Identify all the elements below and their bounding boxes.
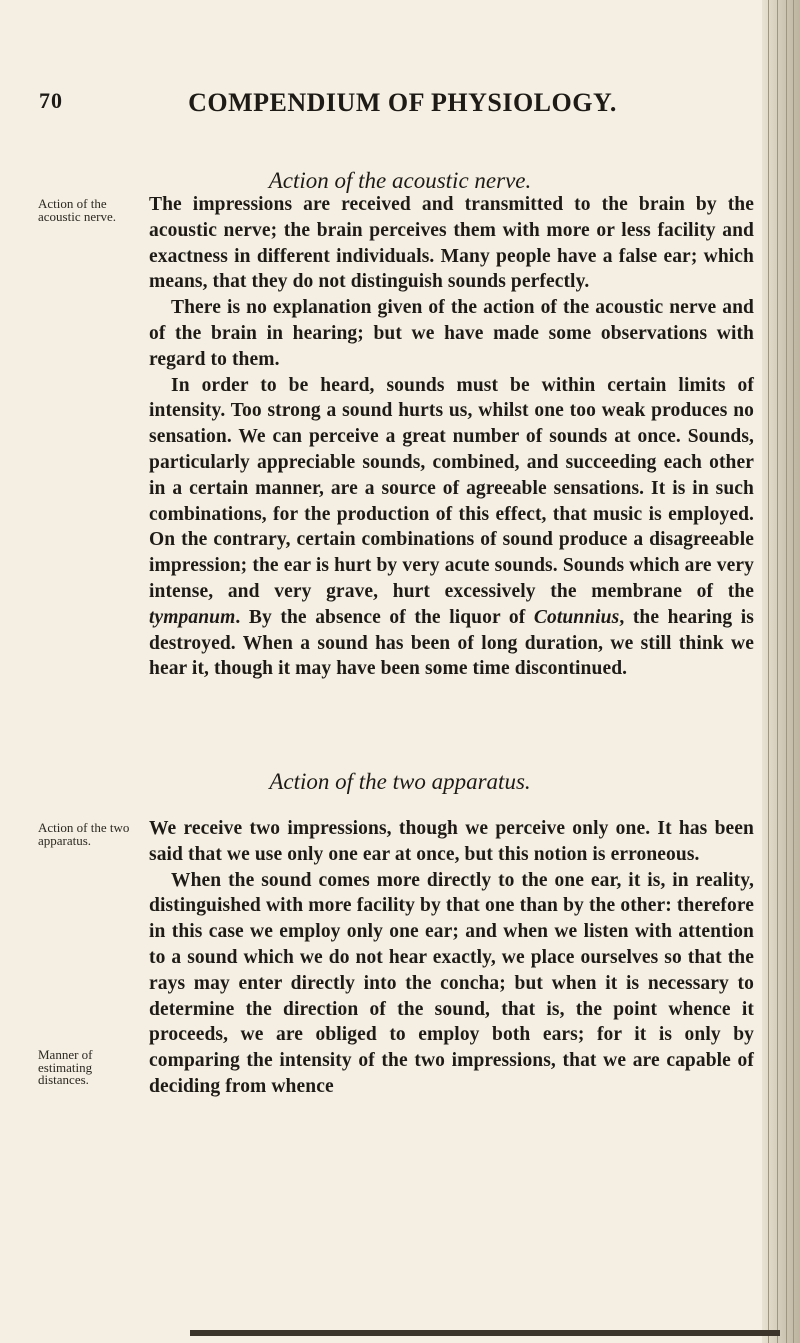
bottom-page-edge: [190, 1330, 780, 1336]
edge-line: [793, 0, 794, 1343]
section-body-acoustic-nerve: [149, 192, 754, 682]
paragraph: The impressions are received and transmitted to the brain by the acoustic nerve; the brain perceives them with more or less facility and exactness in different individuals. Many people have a false ear; which means, that they do not distinguish sounds perfectly.: [149, 194, 754, 293]
edge-line: [768, 0, 769, 1343]
paragraph: We receive two impressions, though we perceive only one. It has been said that we use only one ear at once, but this notion is erroneous.: [149, 818, 754, 865]
paragraph: In order to be heard, sounds must be within certain limits of intensity. Too strong a sound hurts us, whilst one too weak produces no sensation. We can perceive a great number of sounds at once. Sounds, particularly appreciable sounds, combined, and succeeding each other in a certain manner, are a source of agreeable sensations. It is in such combinations, for the production of this effect, that music is employed. On the contrary, certain combinations of sound produce a disagreeable impression; the ear is hurt by very acute sounds. Sounds which are very intense, and very grave, hurt excessively the membrane of the tympanum. By the absence of the liquor of Cotunnius, the hearing is destroyed. When a sound has been of long duration, we still think we hear it, though it may have been some time discontinued.: [149, 374, 754, 680]
book-title: COMPENDIUM OF PHYSIOLOGY.: [188, 88, 617, 117]
paragraph: When the sound comes more directly to the one ear, it is, in reality, distinguished with more facility by that one than by the other: therefore in this case we employ only one ear; and when we listen with attention to a sound which we do not hear exactly, we place ourselves so that the rays may enter directly into the concha; but when it is necessary to determine the direction of the sound, that is, the point whence it proceeds, we are obliged to employ both ears; for it is only by comparing the intensity of the two impressions, that we are capable of deciding from whence: [149, 869, 754, 1097]
section-title-two-apparatus: Action of the two apparatus.: [269, 769, 531, 794]
margin-note-two-apparatus: Action of the two apparatus.: [38, 820, 130, 848]
margin-note-acoustic-nerve: Action of the acoustic nerve.: [38, 196, 116, 224]
margin-note-estimating-distances: Manner of estimating distances.: [38, 1047, 93, 1087]
running-head: [0, 88, 760, 128]
edge-line: [777, 0, 778, 1343]
paragraph: There is no explanation given of the action of the acoustic nerve and of the brain in hearing; but we have made some observations with regard to them.: [149, 297, 754, 370]
italic-term: tympanum: [149, 606, 236, 628]
section-title-acoustic-nerve: Action of the acoustic nerve.: [268, 168, 532, 193]
italic-term: Cotunnius: [533, 606, 620, 628]
page-edge: [762, 0, 800, 1343]
edge-line: [786, 0, 787, 1343]
page-number: 70: [39, 88, 63, 113]
section-body-two-apparatus: [149, 816, 754, 1100]
